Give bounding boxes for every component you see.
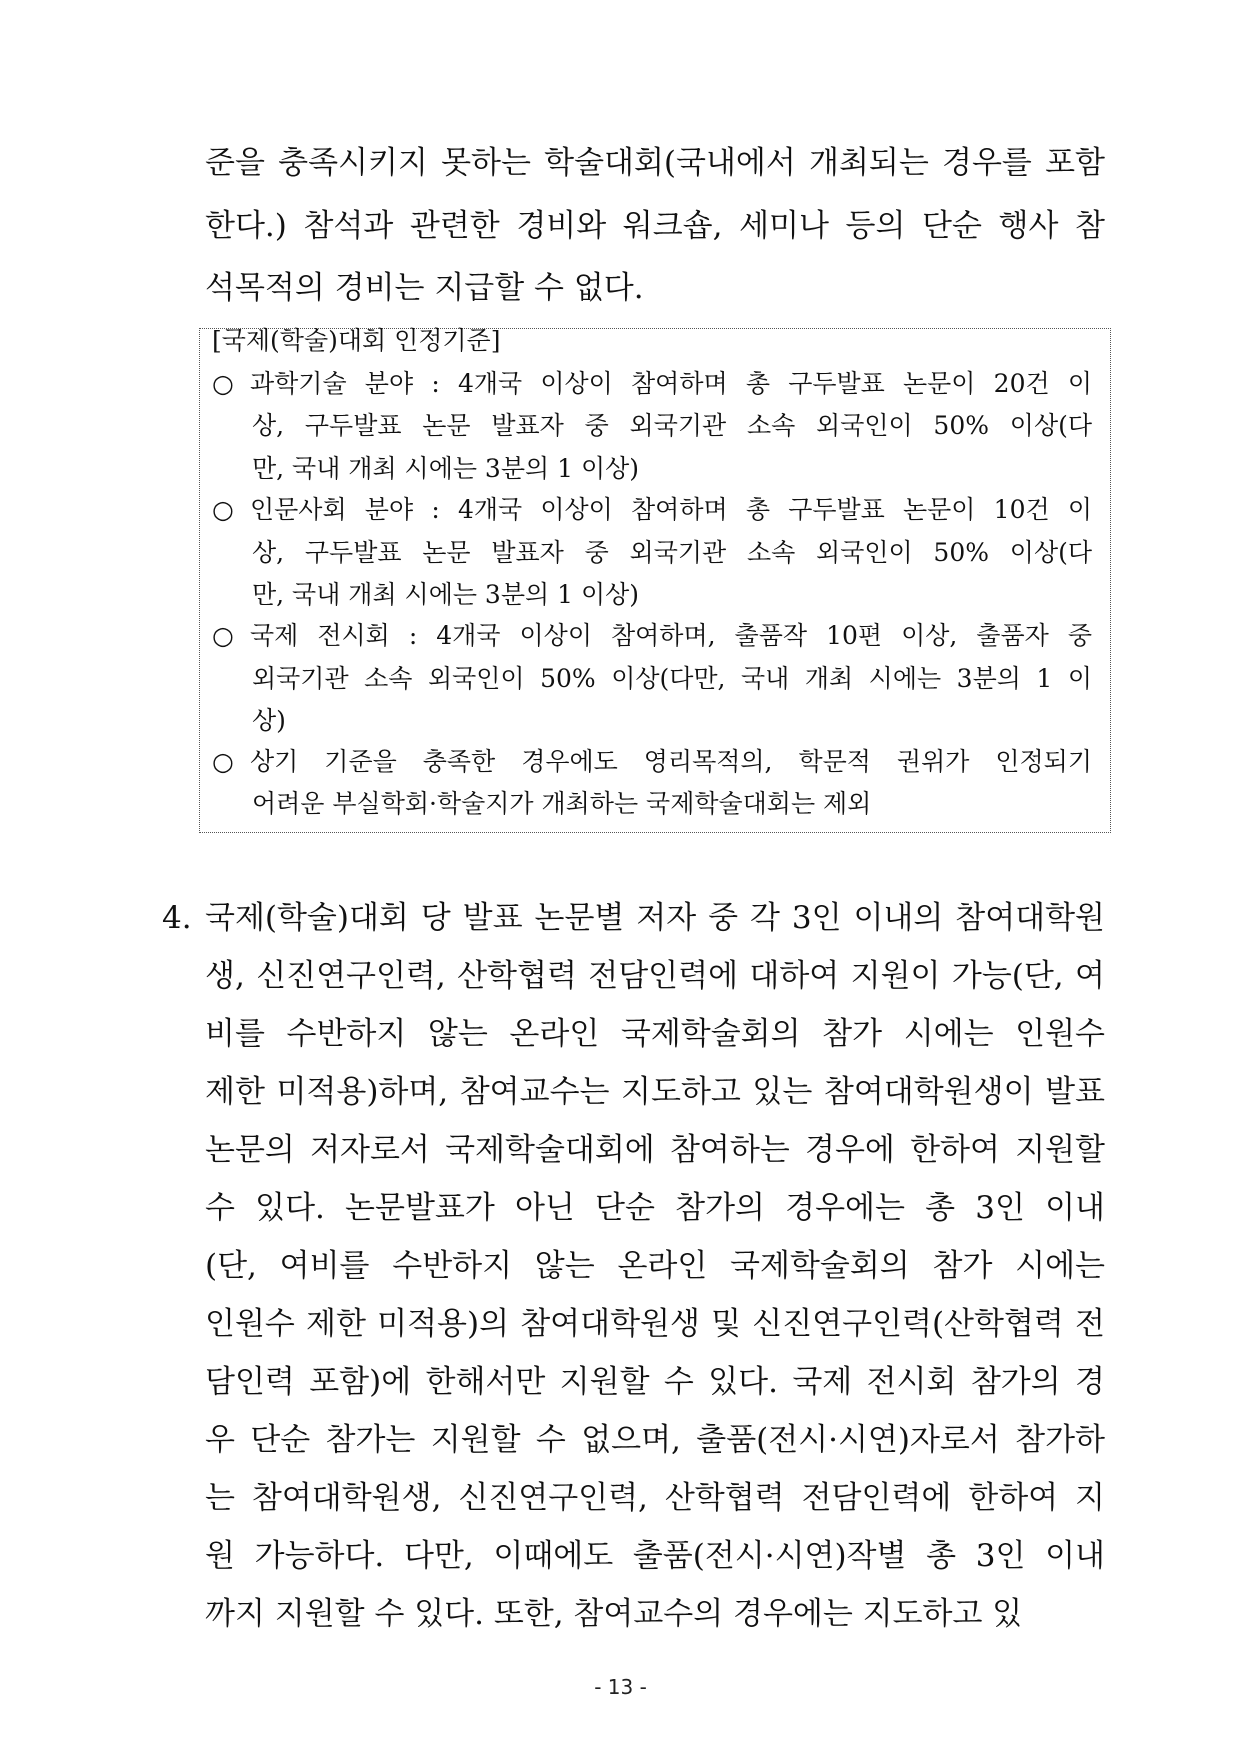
criteria-item-2-line-3: 만, 국내 개최 시에는 3분의 1 이상) (252, 580, 639, 609)
criteria-item-4-line-1 (212, 742, 1092, 782)
criteria-item-3-text: 국제 전시회 : 4개국 이상이 참여하며, 출품작 10편 이상, 출품자 중 (250, 621, 1092, 650)
intro-line-2: 한다.) 참석과 관련한 경비와 워크숍, 세미나 등의 단순 행사 참 (205, 208, 1105, 244)
criteria-item-2-text: 인문사회 분야 : 4개국 이상이 참여하며 총 구두발표 논문이 10건 이 (250, 495, 1092, 524)
item4-line-11: 는 참여대학원생, 신진연구인력, 산학협력 전담인력에 한하여 지 (205, 1480, 1105, 1516)
item-4-number: 4. (162, 900, 192, 936)
circle-bullet-icon: ○ (212, 747, 234, 776)
criteria-item-3-line-3: 상) (252, 706, 286, 735)
intro-line-3: 석목적의 경비는 지급할 수 없다. (205, 270, 644, 306)
criteria-item-4-text: 상기 기준을 충족한 경우에도 영리목적의, 학문적 권위가 인정되기 (250, 747, 1092, 776)
criteria-box (199, 328, 1111, 833)
item4-line-7: (단, 여비를 수반하지 않는 온라인 국제학술회의 참가 시에는 (205, 1248, 1105, 1284)
circle-bullet-icon: ○ (212, 369, 234, 398)
item4-line-4: 제한 미적용)하며, 참여교수는 지도하고 있는 참여대학원생이 발표 (205, 1074, 1105, 1110)
item4-line-1: 국제(학술)대회 당 발표 논문별 저자 중 각 3인 이내의 참여대학원 (205, 900, 1105, 936)
criteria-item-2-line-2: 상, 구두발표 논문 발표자 중 외국기관 소속 외국인이 50% 이상(다 (252, 538, 1092, 567)
criteria-item-3-line-2: 외국기관 소속 외국인이 50% 이상(다만, 국내 개최 시에는 3분의 1 이 (252, 664, 1092, 693)
intro-line-1: 준을 충족시키지 못하는 학술대회(국내에서 개최되는 경우를 포함 (205, 145, 1105, 181)
page-number: - 13 - (594, 1675, 647, 1699)
criteria-item-2-line-1 (212, 490, 1092, 530)
criteria-item-1-text: 과학기술 분야 : 4개국 이상이 참여하며 총 구두발표 논문이 20건 이 (250, 369, 1092, 398)
item4-line-12: 원 가능하다. 다만, 이때에도 출품(전시·시연)작별 총 3인 이내 (205, 1538, 1105, 1574)
criteria-box-title: [국제(학술)대회 인정기준] (212, 326, 501, 355)
item4-line-2: 생, 신진연구인력, 산학협력 전담인력에 대하여 지원이 가능(단, 여 (205, 958, 1105, 994)
item4-line-9: 담인력 포함)에 한해서만 지원할 수 있다. 국제 전시회 참가의 경 (205, 1364, 1105, 1400)
criteria-item-4-line-2: 어려운 부실학회·학술지가 개최하는 국제학술대회는 제외 (252, 789, 872, 818)
criteria-item-1-line-1 (212, 364, 1092, 404)
item4-line-3: 비를 수반하지 않는 온라인 국제학술회의 참가 시에는 인원수 (205, 1016, 1105, 1052)
criteria-item-1-line-2: 상, 구두발표 논문 발표자 중 외국기관 소속 외국인이 50% 이상(다 (252, 411, 1092, 440)
criteria-item-1-line-3: 만, 국내 개최 시에는 3분의 1 이상) (252, 454, 639, 483)
item4-line-13: 까지 지원할 수 있다. 또한, 참여교수의 경우에는 지도하고 있 (205, 1596, 1023, 1632)
item4-line-8: 인원수 제한 미적용)의 참여대학원생 및 신진연구인력(산학협력 전 (205, 1306, 1105, 1342)
circle-bullet-icon: ○ (212, 495, 234, 524)
item4-line-6: 수 있다. 논문발표가 아닌 단순 참가의 경우에는 총 3인 이내 (205, 1190, 1105, 1226)
item4-line-5: 논문의 저자로서 국제학술대회에 참여하는 경우에 한하여 지원할 (205, 1132, 1105, 1168)
criteria-item-3-line-1 (212, 616, 1092, 656)
item4-line-10: 우 단순 참가는 지원할 수 없으며, 출품(전시·시연)자로서 참가하 (205, 1422, 1105, 1458)
circle-bullet-icon: ○ (212, 621, 234, 650)
